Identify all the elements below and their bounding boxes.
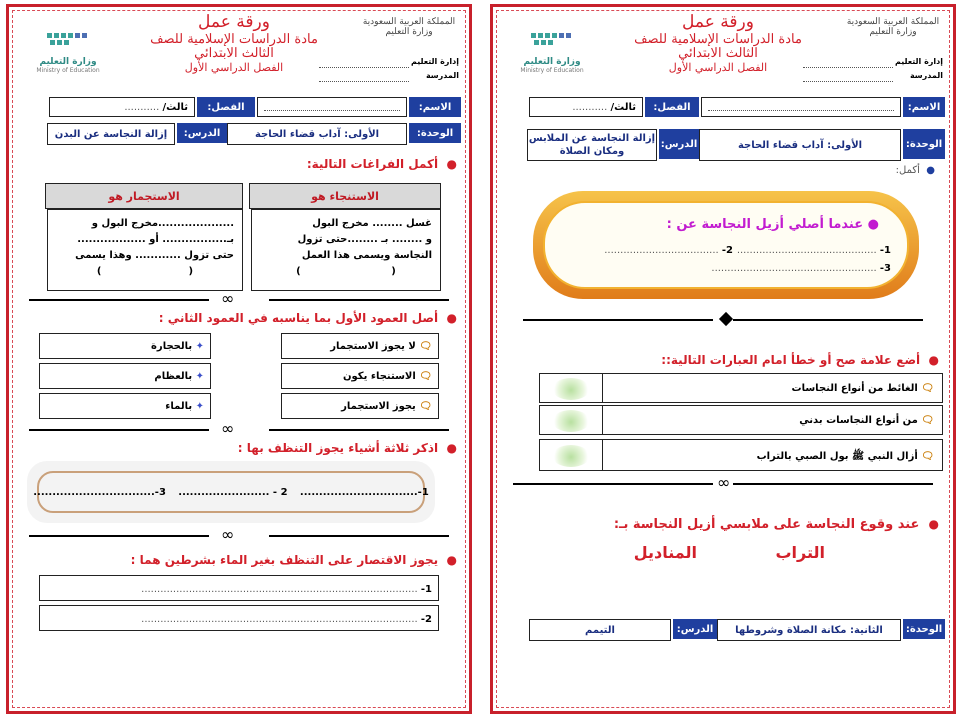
pencil-note-icon: 🗨 (419, 400, 432, 412)
frame-item-number: 3- (879, 263, 891, 274)
q3-heading (238, 441, 457, 455)
q2-col2-item[interactable] (39, 393, 211, 419)
ministry-logo (23, 29, 113, 74)
complete-text: أكمل: (895, 165, 920, 176)
q3-frame[interactable] (27, 461, 435, 523)
subject-text: مادة الدراسات الإسلامية للصف (150, 31, 318, 47)
kingdom-emblem (359, 17, 459, 37)
subject-text: مادة الدراسات الإسلامية للصف (634, 31, 802, 47)
tf-answer-cell[interactable] (540, 406, 603, 434)
q1-left-answer: ( ) (96, 266, 194, 277)
lesson-value (527, 129, 657, 161)
pencil-note-icon: 🗨 (921, 383, 934, 394)
kingdom-emblem (843, 17, 943, 37)
tf-statement-text: من أنواع النجاسات بدني (799, 415, 918, 426)
q2-heading (159, 311, 457, 325)
frame-item-2: 2- .................................... (604, 245, 733, 256)
school-label: المدرسة (909, 71, 943, 80)
sparkle-icon: ✦ (195, 400, 204, 412)
bullet-icon: ● (446, 553, 457, 567)
check-circle-icon (552, 410, 590, 432)
divider-line (523, 319, 713, 321)
divider-ornament-icon: ∞ (717, 473, 731, 492)
header-titles (623, 13, 813, 75)
q2-title: أصل العمود الأول بما يناسبه في العمود الثاني : (158, 311, 439, 325)
q2-col1-item[interactable] (281, 333, 439, 359)
divider-line (269, 429, 449, 431)
lesson-value-line: إزالة النجاسة عن الملابس (528, 133, 656, 144)
tf-statement-text: أزال النبي ﷺ بول الصبي بالتراب (756, 451, 918, 462)
kingdom-text: المملكة العربية السعودية (846, 17, 940, 27)
term-text: الفصل الدراسي الأول (668, 61, 768, 75)
q4-line-number: 1- (420, 584, 432, 595)
unit-label: الوحدة: (903, 129, 945, 159)
unit-label: الوحدة: (409, 123, 461, 143)
q4-title: يجوز الاقتصار على التنظف بغير الماء بشرطين هما : (130, 553, 439, 567)
divider-ornament-icon: ∞ (221, 419, 235, 438)
frame-item-number: 1- (879, 245, 891, 256)
complete-label (896, 165, 935, 176)
tf-statement-text: الغائط من أنواع النجاسات (791, 383, 918, 394)
frame-title: ● عندما أصلي أزيل النجاسة عن : (666, 217, 879, 232)
worksheet-title: ورقة عمل (198, 12, 270, 32)
q2-col2-text: بالعظام (154, 370, 193, 382)
frame-item-3: 3- .................................................... (711, 263, 891, 274)
term-text: الفصل الدراسي الأول (184, 61, 284, 75)
q2-col2-text: بالحجارة (151, 340, 193, 352)
q3-answer-turab: التراب (775, 543, 825, 562)
q2-col2-item[interactable] (39, 333, 211, 359)
q4-answer-1[interactable]: 1- ....................................................................................... (39, 575, 439, 601)
lesson-value-line: ومكان الصلاة (559, 146, 625, 157)
worksheet-right (490, 4, 956, 714)
q1-box-istinja[interactable] (251, 209, 441, 291)
tf-row[interactable] (539, 439, 943, 471)
grade-text: الثالث الابتدائي (194, 46, 274, 62)
name-field[interactable] (257, 97, 407, 117)
q1-left-line: حتى تزول ............ وهذا يسمى (75, 250, 234, 261)
check-circle-icon (552, 445, 590, 467)
q2-title: أضع علامة صح أو خطأ امام العبارات التالية:: (661, 353, 921, 367)
kingdom-text: المملكة العربية السعودية (362, 17, 456, 27)
ministry-logo-icon (527, 29, 577, 53)
check-circle-icon (552, 378, 590, 400)
q3-title: عند وقوع النجاسة على ملابسي أزيل النجاسة بـ: (613, 517, 920, 532)
worksheet-title: ورقة عمل (682, 12, 754, 32)
unit-value: الأولى: آداب قضاء الحاجة (699, 129, 901, 161)
q1-header-istinja: الاستنجاء هو (249, 183, 441, 209)
q1-right-line: النجاسة ويسمى هذا العمل (301, 250, 432, 261)
q2-heading (661, 353, 939, 367)
ministry-logo-ar: وزارة التعليم (523, 57, 581, 67)
frame-title-text: عندما أصلي أزيل النجاسة عن : (666, 217, 864, 232)
divider-line (733, 319, 923, 321)
q3-heading (614, 517, 939, 532)
name-label: الاسم: (903, 97, 945, 117)
q2-col2-item[interactable] (39, 363, 211, 389)
footer-lesson-value: التيمم (529, 619, 671, 641)
q1-title: أكمل الفراغات التالية: (306, 157, 439, 171)
divider-line (269, 535, 449, 537)
tf-answer-cell[interactable] (540, 374, 603, 402)
divider-line (513, 483, 713, 485)
divider-line (269, 299, 449, 301)
q2-col1-item[interactable] (281, 363, 439, 389)
ministry-logo-en: Ministry of Education (520, 67, 584, 74)
school-field[interactable] (803, 81, 893, 82)
tf-statement (757, 450, 934, 464)
pencil-note-icon: 🗨 (419, 340, 432, 352)
divider-ornament-icon: ∞ (221, 289, 235, 308)
sparkle-icon: ✦ (195, 370, 204, 382)
q1-heading (307, 157, 457, 171)
pencil-note-icon: 🗨 (419, 370, 432, 382)
tf-row[interactable] (539, 405, 943, 435)
ministry-logo (507, 29, 597, 74)
q3-item-3: 3-................................ (33, 487, 166, 498)
tf-answer-cell[interactable] (540, 440, 603, 470)
divider-line (29, 299, 209, 301)
lesson-value: إزالة النجاسة عن البدن (47, 123, 175, 145)
tf-statement (792, 383, 934, 394)
class-value: ثالث/ (162, 101, 188, 113)
lesson-label: الدرس: (659, 129, 699, 159)
ministry-text: وزارة التعليم (385, 27, 433, 37)
divider-line (29, 429, 209, 431)
bullet-icon: ● (446, 311, 457, 325)
class-field[interactable]: ثالث/ ........... (49, 97, 195, 117)
ministry-logo-icon (43, 29, 93, 53)
q2-col1-item[interactable] (281, 393, 439, 419)
bullet-icon: ● (446, 157, 457, 171)
q1-left-line: بـ................. أو .................. (77, 234, 234, 245)
footer-unit-label: الوحدة: (903, 619, 945, 639)
name-label: الاسم: (409, 97, 461, 117)
divider-line (29, 535, 209, 537)
q1-header-istijmar: الاستجمار هو (45, 183, 243, 209)
class-label: الفصل: (645, 97, 699, 117)
class-value: ثالث/ (610, 101, 636, 113)
q3-answer-manadil: المناديل (633, 543, 697, 562)
q4-answer-2[interactable]: 2- ....................................................................................... (39, 605, 439, 631)
school-label: المدرسة (425, 71, 459, 80)
pencil-note-icon: 🗨 (921, 451, 934, 462)
bullet-icon: ● (928, 353, 939, 367)
divider-ornament-icon (719, 312, 733, 326)
q2-col1-text: يجوز الاستجمار (341, 400, 416, 412)
q2-col1-text: الاستنجاء يكون (343, 370, 416, 382)
q4-heading (131, 553, 457, 567)
sparkle-icon: ✦ (195, 340, 204, 352)
name-field[interactable] (701, 97, 901, 117)
unit-value: الأولى: آداب قضاء الحاجة (227, 123, 407, 145)
q3-item-1: 1-............................... (299, 487, 429, 498)
q1-left-line: ....................مخرج البول و (91, 218, 234, 229)
edu-admin-field[interactable] (319, 67, 409, 68)
q3-item-2: 2 - ........................ (178, 487, 288, 498)
worksheet-left (6, 4, 472, 714)
ministry-logo-en: Ministry of Education (36, 67, 100, 74)
q1-box-istijmar[interactable] (47, 209, 243, 291)
edu-admin-field[interactable] (803, 67, 893, 68)
school-field[interactable] (319, 81, 409, 82)
footer-unit-value: الثانية: مكانة الصلاة وشروطها (717, 619, 901, 641)
bullet-icon: ● (446, 441, 457, 455)
q4-line-number: 2- (420, 614, 432, 625)
q1-right-answer: ( ) (296, 266, 396, 277)
q1-right-line: و ........ بـ ........حتى تزول (297, 234, 432, 245)
header-titles (139, 13, 329, 75)
ornate-frame[interactable] (533, 191, 919, 299)
bullet-icon: ● (928, 517, 939, 531)
lesson-label: الدرس: (177, 123, 227, 143)
edu-admin-label: إدارة التعليم (410, 57, 459, 66)
pencil-note-icon: 🗨 (921, 415, 934, 426)
class-label: الفصل: (197, 97, 255, 117)
bullet-icon: ● (926, 165, 935, 176)
q2-col1-text: لا يجوز الاستجمار (330, 340, 416, 352)
grade-text: الثالث الابتدائي (678, 46, 758, 62)
class-field[interactable]: ثالث/ ........... (529, 97, 643, 117)
q3-title: اذكر ثلاثة أشياء يجوز التنظف بها : (237, 441, 439, 455)
q1-right-line: غسل ........ مخرج البول (312, 218, 432, 229)
tf-row[interactable] (539, 373, 943, 403)
frame-item-number: 2- (721, 245, 733, 256)
divider-line (733, 483, 933, 485)
ministry-logo-ar: وزارة التعليم (39, 57, 97, 67)
frame-item-1: 1- ............................................ (736, 245, 891, 256)
tf-statement (799, 415, 934, 426)
edu-admin-label: إدارة التعليم (894, 57, 943, 66)
footer-lesson-label: الدرس: (673, 619, 717, 639)
ministry-text: وزارة التعليم (869, 27, 917, 37)
q2-col2-text: بالماء (165, 400, 193, 412)
divider-ornament-icon: ∞ (221, 525, 235, 544)
